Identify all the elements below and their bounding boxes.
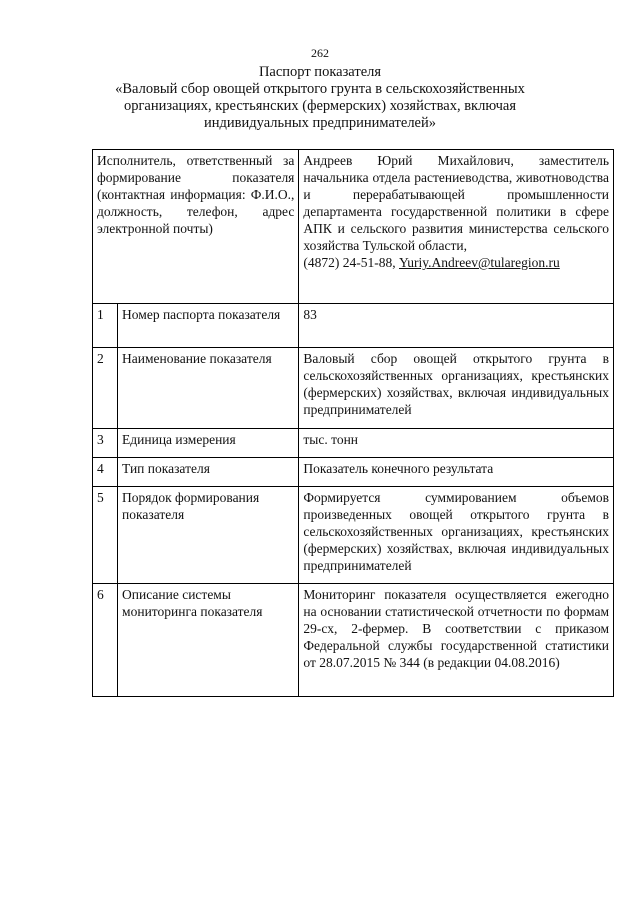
row-number: 6: [93, 584, 118, 697]
row-name: Описание системы мониторинга показателя: [118, 584, 299, 697]
executor-info: Андреев Юрий Михайлович, заместитель начальника отдела растениеводства, животноводства и перерабатывающей промышленности департамента государственной политики в сфере АПК и сельского развития министерства сельского хозяйства Тульской области,: [303, 153, 609, 253]
executor-value-cell: [299, 150, 614, 304]
executor-label-cell: Исполнитель, ответственный за формирование показателя (контактная информация: Ф.И.О., должность, телефон, адрес электронной почты): [93, 150, 299, 304]
title-line: Паспорт показателя: [258, 64, 382, 80]
table-row: [93, 584, 614, 697]
row-value: Мониторинг показателя осуществляется ежегодно на основании статистической отчетности по формам 29-сх, 2-фермер. В соответствии с приказом Федеральной службы государственной статистики от 28.07.2015 № 344 (в редакции 04.08.2016): [299, 584, 614, 697]
table-row: [93, 348, 614, 429]
row-name: Наименование показателя: [118, 348, 299, 429]
row-value: Показатель конечного результата: [299, 458, 614, 487]
row-value: тыс. тонн: [299, 429, 614, 458]
row-number: 2: [93, 348, 118, 429]
row-value: 83: [299, 304, 614, 348]
table-row: [93, 150, 614, 304]
executor-phone: (4872) 24-51-88,: [303, 255, 396, 270]
document-title: [90, 64, 550, 132]
page-number: 262: [311, 46, 329, 60]
row-number: 1: [93, 304, 118, 348]
table-row: [93, 487, 614, 584]
row-number: 4: [93, 458, 118, 487]
table-row: [93, 429, 614, 458]
title-line: организациях, крестьянских (фермерских) хозяйствах, включая: [123, 98, 517, 114]
row-name: Единица измерения: [118, 429, 299, 458]
row-name: Тип показателя: [118, 458, 299, 487]
table-row: [93, 458, 614, 487]
executor-email-link[interactable]: Yuriy.Andreev@tularegion.ru: [399, 255, 560, 270]
row-name: Номер паспорта показателя: [118, 304, 299, 348]
row-number: 3: [93, 429, 118, 458]
row-value: Валовый сбор овощей открытого грунта в сельскохозяйственных организациях, крестьянских (фермерских) хозяйствах, включая индивидуальных предпринимателей: [299, 348, 614, 429]
passport-table: [92, 149, 614, 697]
row-number: 5: [93, 487, 118, 584]
table-row: [93, 304, 614, 348]
title-line: индивидуальных предпринимателей»: [204, 115, 436, 131]
row-value: Формируется суммированием объемов произведенных овощей открытого грунта в сельскохозяйственных организациях, крестьянских (фермерских) хозяйствах, включая индивидуальных предпринимателей: [299, 487, 614, 584]
row-name: Порядок формирования показателя: [118, 487, 299, 584]
title-line: «Валовый сбор овощей открытого грунта в сельскохозяйственных: [115, 81, 525, 97]
